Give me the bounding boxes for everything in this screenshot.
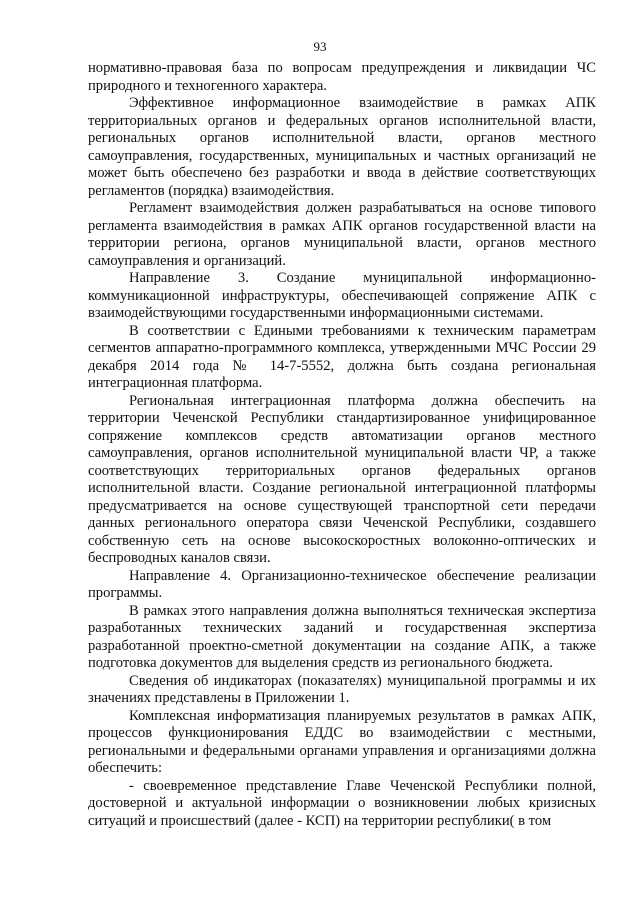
paragraph-indicators: Сведения об индикаторах (показателях) муниципальной программы и их значениях представлены в Приложении 1. [88,672,596,706]
paragraph-effective-interaction: Эффективное информационное взаимодействие в рамках АПК территориальных органов и федеральных органов исполнительной власти, региональных органов исполнительной власти, органов местного самоуправления, государственных, муниципальных и частных организаций не может быть обеспечено без разработки и ввода в действие соответствующих регламентов (порядка) взаимодействия. [88,95,596,199]
page-number: 93 [313,39,327,54]
paragraph-direction-3: Направление 3. Создание муниципальной информационно-коммуникационной инфраструктуры, обеспечивающей сопряжение АПК с взаимодействующими государственными информационными системами. [88,270,596,321]
paragraph-unified-requirements: В соответствии с Едиными требованиями к техническим параметрам сегментов аппаратно-программного комплекса, утвержденными МЧС России 29 декабря 2014 года № 14-7-5552, должна быть создана региональная интеграционная платформа. [88,322,596,391]
paragraph-complex-informatization: Комплексная информатизация планируемых результатов в рамках АПК, процессов функционирования ЕДДС во взаимодействии с местными, региональными и федеральными органами управления и организациями должна обеспечить: [88,707,596,776]
paragraph-direction-4: Направление 4. Организационно-техническое обеспечение реализации программы. [88,567,596,601]
paragraph-expertise: В рамках этого направления должна выполняться техническая экспертиза разработанных технических заданий и государственная экспертиза разработанной проектно-сметной документации на создание АПК, а также подготовка документов для выделения средств из регионального бюджета. [88,602,596,671]
paragraph-list-item: - своевременное представление Главе Чеченской Республики полной, достоверной и актуальной информации о возникновении любых кризисных ситуаций и происшествий (далее - КСП) на территории республики( в том [88,777,596,829]
document-body [88,60,596,830]
paragraph-continuation: нормативно-правовая база по вопросам предупреждения и ликвидации ЧС природного и техногенного характера. [88,60,596,94]
paragraph-interaction-regulation: Регламент взаимодействия должен разрабатываться на основе типового регламента взаимодействия в рамках АПК органов государственной власти на территории региона, органов муниципальной власти, органов местного самоуправления и организаций. [88,200,596,269]
paragraph-integration-platform: Региональная интеграционная платформа должна обеспечить на территории Чеченской Республики стандартизированное унифицированное сопряжение комплексов средств автоматизации органов местного самоуправления, органов исполнительной муниципальной власти ЧР, а также соответствующих территориальных органов федеральных органов исполнительной власти. Создание региональной интеграционной платформы предусматривается на основе существующей транспортной сети передачи данных регионального оператора связи Чеченской Республики, создавшего собственную сеть на основе высокоскоростных волоконно-оптических и беспроводных каналов связи. [88,392,596,566]
